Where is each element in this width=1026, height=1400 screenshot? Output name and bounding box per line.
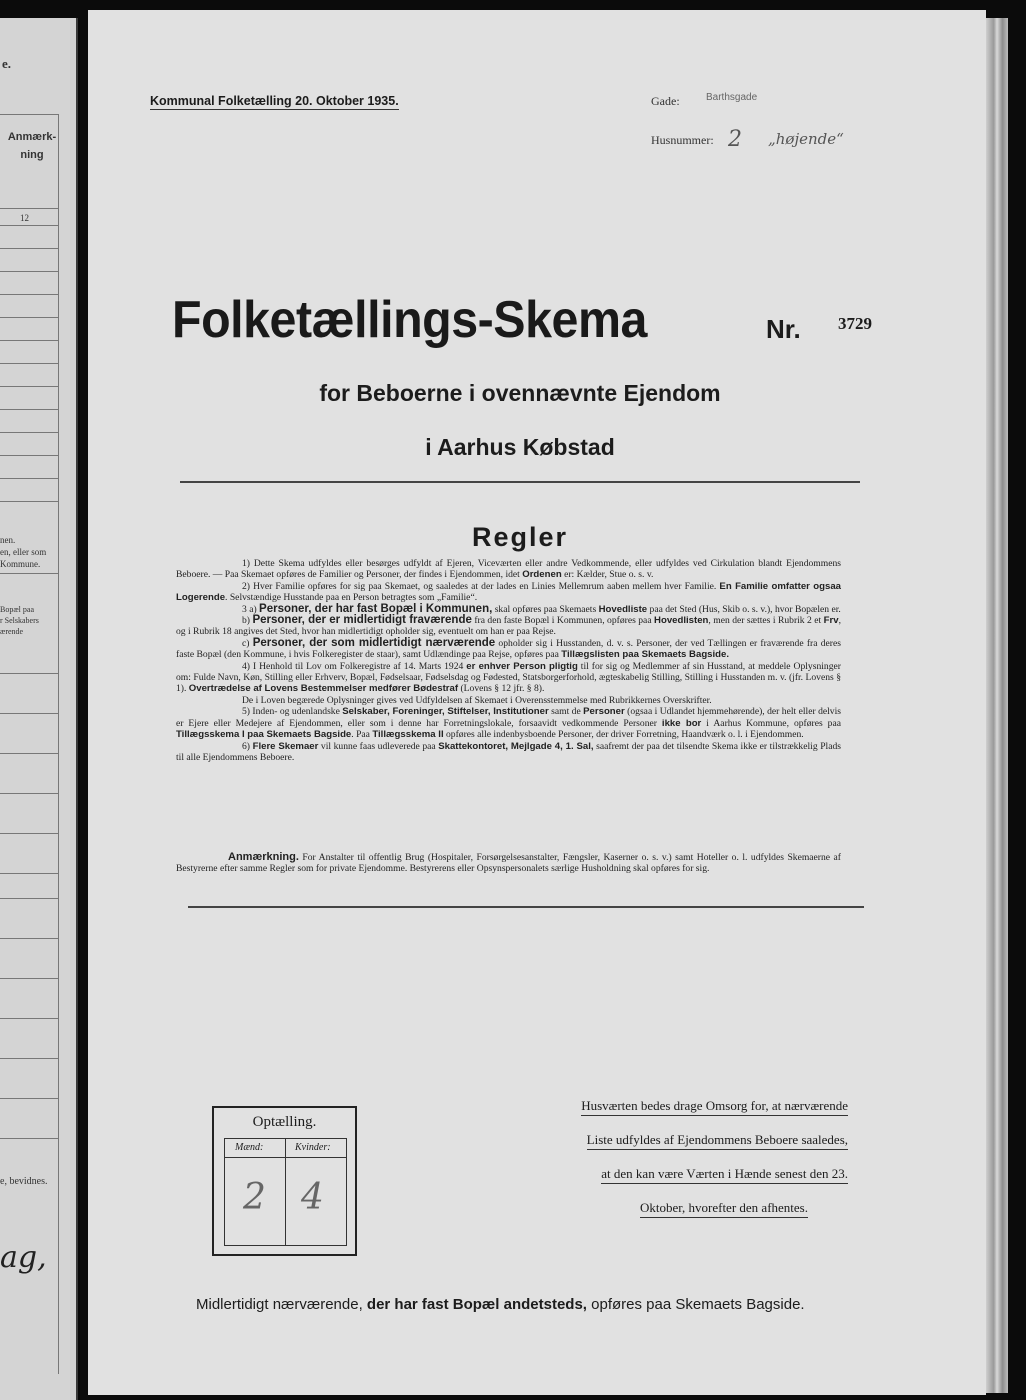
left-page-rule bbox=[0, 873, 58, 874]
count-box bbox=[212, 1106, 357, 1256]
left-page-note-b1: Bopæl paa bbox=[0, 605, 34, 614]
page-stack-edge bbox=[986, 18, 1008, 1393]
street-label: Gade: bbox=[651, 94, 680, 108]
left-page-note-a2: en, eller som bbox=[0, 547, 47, 557]
left-page-note-b3: ærende bbox=[0, 627, 24, 636]
left-page-fragment: e. bbox=[2, 56, 12, 71]
men-label: Mænd: bbox=[235, 1142, 264, 1153]
count-title: Optælling. bbox=[252, 1114, 317, 1130]
count-divider bbox=[285, 1139, 286, 1245]
left-page-rule bbox=[0, 938, 58, 939]
left-page-rule bbox=[0, 1058, 58, 1059]
left-page-rule bbox=[0, 713, 58, 714]
women-count: 4 bbox=[301, 1177, 324, 1218]
left-page-rule bbox=[0, 409, 58, 410]
left-page-rule bbox=[0, 793, 58, 794]
left-page-note-a1: nen. bbox=[0, 535, 16, 545]
left-page-rule bbox=[0, 114, 58, 115]
left-page-signature: ag, bbox=[0, 1240, 47, 1275]
left-page-rule bbox=[0, 673, 58, 674]
divider-rule bbox=[180, 481, 860, 483]
annotation-note: Anmærkning. For Anstalter til offentlig Brug (Hospitaler, Forsørgelsesanstalter, Fængsler, Kaserner o. s. v.) samt Hoteller o. l. udfyldes Skemaerne af Bestyrerne efter samme Regler som for private Ejendomme. Bestyrerens eller Opsynspersonalets særlige Husholdning skal opføres for sig. bbox=[176, 851, 841, 875]
left-page-rule bbox=[0, 271, 58, 272]
women-label: Kvinder: bbox=[295, 1142, 331, 1153]
rule-3a: 3 a) Personer, der har fast Bopæl i Kommunen, skal opføres paa Skemaets Hovedliste paa det Sted (Hus, Skib o. s. v.), hvor Bopælen er. bbox=[242, 602, 841, 615]
left-page-rule bbox=[0, 208, 58, 209]
rule-4-note: De i Loven begærede Oplysninger gives ved Udfyldelsen af Skemaet i Overensstemmelse med Rubrikkernes Overskrifter. bbox=[242, 694, 712, 706]
left-page-col-header-1: Anmærk- bbox=[7, 131, 57, 143]
form-location: i Aarhus Købstad bbox=[425, 434, 615, 460]
left-page-rule bbox=[0, 898, 58, 899]
rule-1: 1) Dette Skema udfyldes eller besørges udfyldt af Ejeren, Viceværten eller andre Vedkommende, eller udfyldes ved Cirkulation blandt Ejendommens Beboere. — Paa Skemaet opføres de Familier og Personer, der findes i Ejendommen, idet Ordenen er: Kælder, Stue o. s. v. bbox=[176, 558, 841, 581]
rule-3c: c) Personer, der som midlertidigt nærværende opholder sig i Husstanden, d. v. s. Personer, der ved Tællingen er fraværende fra deres faste Bopæl (den Kommune, i hvis Folkeregister de staar), samt Udlændinge paa Rejse, opføres paa Tillægslisten paa Skemaets Bagside. bbox=[176, 636, 841, 661]
men-count: 2 bbox=[243, 1177, 266, 1218]
census-header-title: Kommunal Folketælling 20. Oktober 1935. bbox=[150, 94, 399, 108]
left-page-rule bbox=[0, 455, 58, 456]
left-page-rule bbox=[0, 501, 58, 502]
rules-heading: Regler bbox=[471, 522, 569, 552]
house-number-handwritten: 2 bbox=[728, 127, 742, 152]
left-page-rule bbox=[0, 248, 58, 249]
left-page-rule bbox=[0, 317, 58, 318]
left-page-rule bbox=[0, 294, 58, 295]
rule-6: 6) Flere Skemaer vil kunne faas udleverede paa Skattekontoret, Mejlgade 4, 1. Sal, saafremt der paa det tilsendte Skema ikke er tilstrækkelig Plads til alle Ejendommens Beboere. bbox=[176, 740, 841, 763]
left-page-rule bbox=[0, 363, 58, 364]
notice-line-2: Liste udfyldes af Ejendommens Beboere saaledes, bbox=[508, 1132, 848, 1148]
form-subtitle: for Beboerne i ovennævnte Ejendom bbox=[319, 380, 721, 406]
count-table bbox=[224, 1138, 347, 1246]
left-page-note-b2: r Selskabers bbox=[0, 616, 39, 625]
rule-2: 2) Hver Familie opføres for sig paa Skemaet, og saaledes at der lades en Linies Mellemrum aaben mellem hver Familie. En Familie omfatter ogsaa Logerende. Selvstændige Husstande paa en Person betragtes som „Familie“. bbox=[176, 580, 842, 604]
census-form-page bbox=[88, 10, 986, 1395]
left-page-rule bbox=[0, 978, 58, 979]
left-page-rule bbox=[0, 573, 58, 574]
notice-line-1: Husværten bedes drage Omsorg for, at nærværende bbox=[508, 1098, 848, 1114]
left-page-rule bbox=[0, 225, 58, 226]
left-page-rule bbox=[0, 1098, 58, 1099]
house-number-label: Husnummer: bbox=[651, 133, 714, 147]
left-page-rule bbox=[0, 1138, 58, 1139]
rule-3b: b) Personer, der er midlertidigt fraværende fra den faste Bopæl i Kommunen, opføres paa Hovedlisten, men der sættes i Rubrik 2 et Frv, og i Rubrik 18 angives det Sted, hvor han midlertidigt opholder sig, eventuelt om han er paa Rejse. bbox=[176, 614, 842, 638]
left-page-rule bbox=[0, 432, 58, 433]
form-title: Folketællings-Skema bbox=[172, 291, 647, 349]
notice-line-4: Oktober, hvorefter den afhentes. bbox=[508, 1200, 808, 1216]
left-page-rule bbox=[0, 478, 58, 479]
form-number-value: 3729 bbox=[838, 314, 872, 333]
left-page-note-a3: Kommune. bbox=[0, 559, 41, 569]
house-note-handwritten: „højende“ bbox=[768, 130, 844, 148]
left-facing-page bbox=[0, 18, 78, 1400]
form-number-label: Nr. bbox=[766, 314, 801, 344]
left-page-col-number: 12 bbox=[20, 213, 29, 223]
left-page-rule bbox=[0, 1018, 58, 1019]
left-page-column-line bbox=[58, 114, 59, 1374]
left-page-col-header-2: ning bbox=[20, 149, 44, 161]
left-page-rule bbox=[0, 833, 58, 834]
divider-rule bbox=[188, 906, 864, 908]
rule-4: 4) I Henhold til Lov om Folkeregistre af 14. Marts 1924 er enhver Person pligtig til for sig og Medlemmer af sin Husstand, at meddele Oplysninger om: Fulde Navn, Køn, Stilling eller Erhverv, Bopæl, Fødselsaar, Fødselsdag og Fødested, Statsborgerforhold, ægteskabelig Stilling, Stilling i Husstanden m. v. (jfr. Lovens § 1). Overtrædelse af Lovens Bestemmelser medfører Bødestraf (Lovens § 12 jfr. § 8). bbox=[176, 660, 841, 695]
notice-line-3: at den kan være Værten i Hænde senest den 23. bbox=[508, 1166, 848, 1182]
left-page-rule bbox=[0, 753, 58, 754]
footer-note: Midlertidigt nærværende, der har fast Bopæl andetsteds, opføres paa Skemaets Bagside. bbox=[196, 1296, 805, 1313]
rules-text bbox=[176, 558, 841, 763]
left-page-rule bbox=[0, 386, 58, 387]
rule-5: 5) Inden- og udenlandske Selskaber, Foreninger, Stiftelser, Institutioner samt de Personer (ogsaa i Udlandet hjemmehørende), der helt eller delvis er Ejere eller Medejere af Ejendommen, eller som i denne har Forretningslokale, forsaavidt vedkommende Personer ikke bor i Aarhus Kommune, opføres paa Tillægsskema I paa Skemaets Bagside. Paa Tillægsskema II opføres alle indenbysboende Personer, der driver Forretning, Haandværk o. l. i Ejendommen. bbox=[176, 706, 841, 741]
left-page-rule bbox=[0, 340, 58, 341]
left-page-note-c: e, bevidnes. bbox=[0, 1176, 48, 1187]
street-value: Barthsgade bbox=[706, 92, 758, 103]
